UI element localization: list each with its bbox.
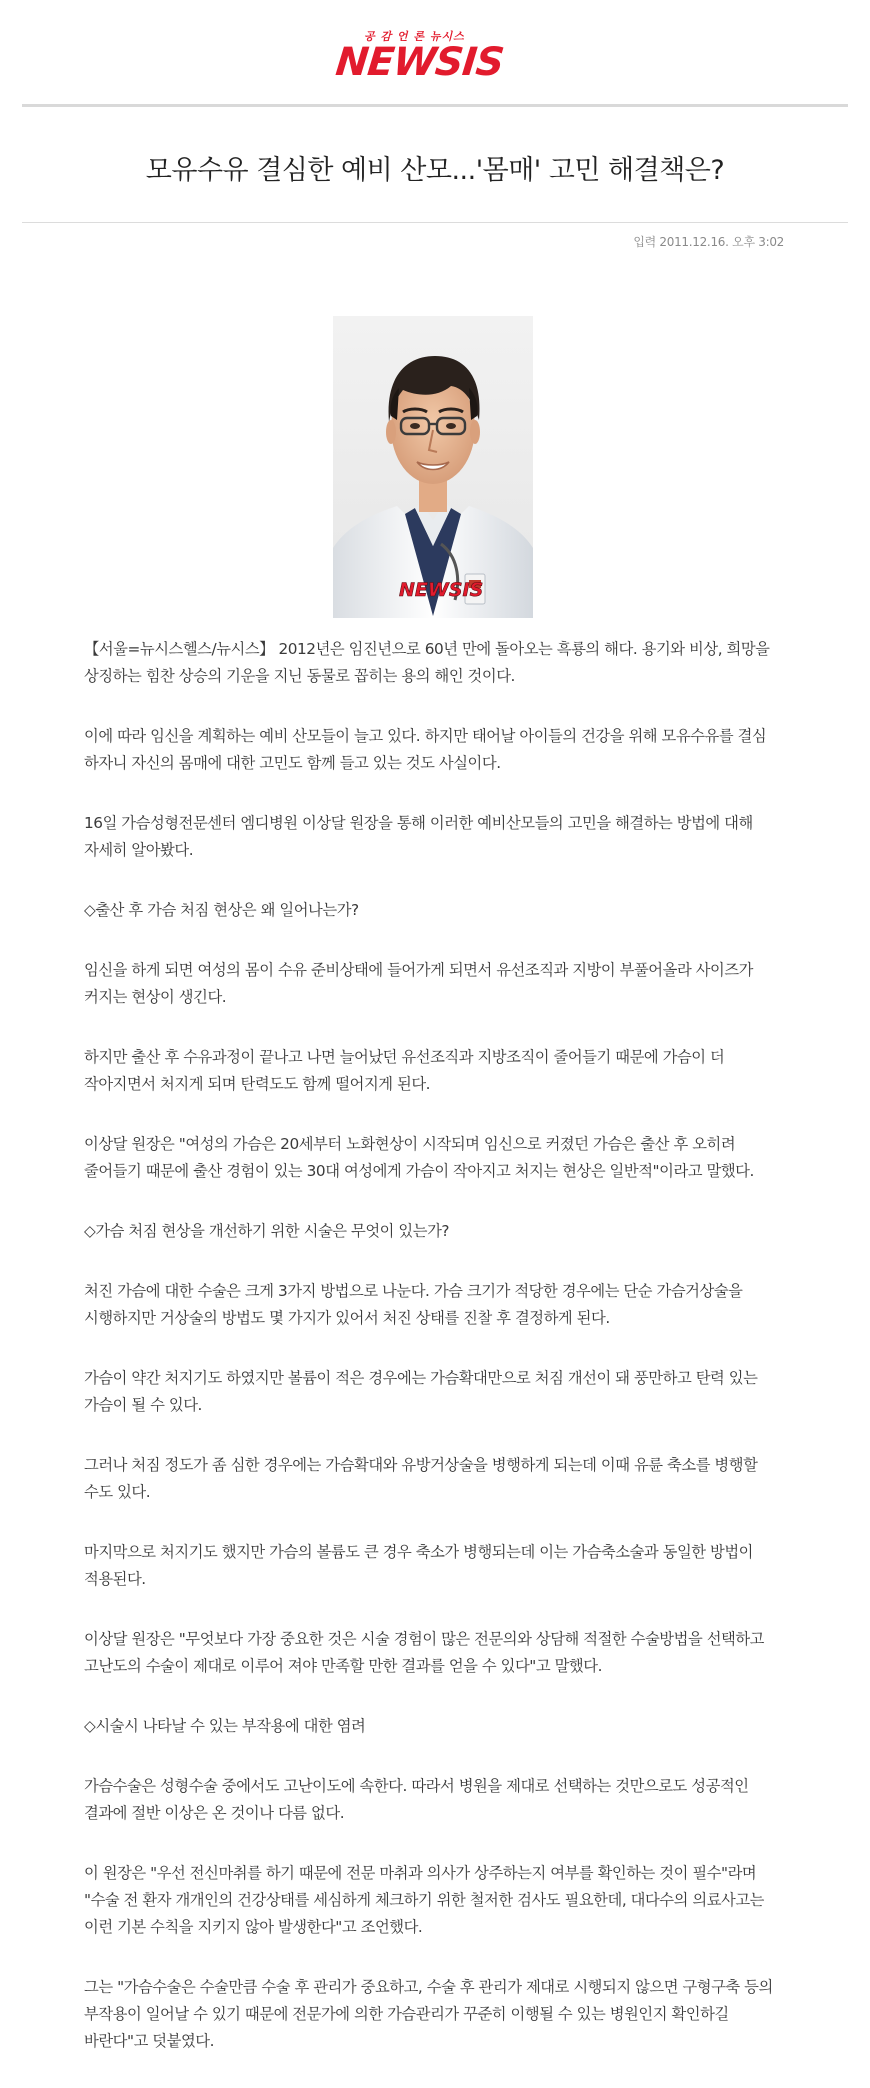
section-question: ◇가슴 처짐 현상을 개선하기 위한 시술은 무엇이 있는가? [84,1222,450,1240]
article-title: 모유수유 결심한 예비 산모...'몸매' 고민 해결책은? [145,155,725,186]
article-paragraph: 가슴이 약간 처지기도 하였지만 볼륨이 적은 경우에는 가슴확대만으로 처짐 개선이 돼 풍만하고 탄력 있는 가슴이 될 수 있다. [84,1369,758,1414]
photo-watermark: NEWSIS [399,579,484,601]
article-paragraph: 처진 가슴에 대한 수술은 크게 3가지 방법으로 나눈다. 가슴 크기가 적당한 경우에는 단순 가슴거상술을 시행하지만 거상술의 방법도 몇 가지가 있어서 처진 상태를 진찰 후 결정하게 된다. [84,1282,743,1327]
article-photo [333,316,533,618]
logo-tagline: 공 감 언 론 뉴시스 [364,30,465,43]
article-paragraph: 그러나 처짐 정도가 좀 심한 경우에는 가슴확대와 유방거상술을 병행하게 되는데 이때 유륜 축소를 병행할 수도 있다. [84,1456,758,1501]
article-paragraph: 이상달 원장은 "여성의 가슴은 20세부터 노화현상이 시작되며 임신으로 커졌던 가슴은 출산 후 오히려 줄어들기 때문에 출산 경험이 있는 30대 여성에게 가슴이 작아지고 처지는 현상은 일반적"이라고 말했다. [84,1135,754,1180]
masthead-divider [22,104,848,107]
section-question: ◇출산 후 가슴 처짐 현상은 왜 일어나는가? [84,901,359,919]
masthead [0,0,870,104]
article-paragraph: 16일 가슴성형전문센터 엠디병원 이상달 원장을 통해 이러한 예비산모들의 고민을 해결하는 방법에 대해 자세히 알아봤다. [84,814,753,859]
publish-date: 입력 2011.12.16. 오후 3:02 [633,235,784,249]
logo-wordmark: NEWSIS [333,40,506,85]
article-paragraph: 마지막으로 처지기도 했지만 가슴의 볼륨도 큰 경우 축소가 병행되는데 이는 가슴축소술과 동일한 방법이 적용된다. [84,1543,754,1588]
article-paragraph: 그는 "가슴수술은 수술만큼 수술 후 관리가 중요하고, 수술 후 관리가 제대로 시행되지 않으면 구형구축 등의 부작용이 일어날 수 있기 때문에 전문가에 의한 가슴관리가 꾸준히 이행될 수 있는 병원인지 확인하길 바란다"고 덧붙였다. [84,1978,773,2050]
section-question: ◇시술시 나타날 수 있는 부작용에 대한 염려 [84,1717,366,1735]
article-paragraph: 이상달 원장은 "무엇보다 가장 중요한 것은 시술 경험이 많은 전문의와 상담해 적절한 수술방법을 선택하고 고난도의 수술이 제대로 이루어 져야 만족할 만한 결과를 얻을 수 있다"고 말했다. [84,1630,765,1675]
article-paragraph: 이에 따라 임신을 계획하는 예비 산모들이 늘고 있다. 하지만 태어날 아이들의 건강을 위해 모유수유를 결심 하자니 자신의 몸매에 대한 고민도 함께 들고 있는 것도 사실이다. [84,727,767,772]
article-paragraph: 【서울=뉴시스헬스/뉴시스】 2012년은 임진년으로 60년 만에 돌아오는 흑룡의 해다. 용기와 비상, 희망을 상징하는 힘찬 상승의 기운을 지닌 동물로 꼽히는 용의 해인 것이다. [84,640,770,685]
article-paragraph: 이 원장은 "우선 전신마취를 하기 때문에 전문 마취과 의사가 상주하는지 여부를 확인하는 것이 필수"라며 "수술 전 환자 개개인의 건강상태를 세심하게 체크하기 위한 철저한 검사도 필요한데, 대다수의 의료사고는 이런 기본 수칙을 지키지 않아 발생한다"고 조언했다. [84,1864,765,1936]
article-paragraph: 가슴수술은 성형수술 중에서도 고난이도에 속한다. 따라서 병원을 제대로 선택하는 것만으로도 성공적인 결과에 절반 이상은 온 것이나 다름 없다. [84,1777,749,1822]
article-paragraph: 하지만 출산 후 수유과정이 끝나고 나면 늘어났던 유선조직과 지방조직이 줄어들기 때문에 가슴이 더 작아지면서 처지게 되며 탄력도도 함께 떨어지게 된다. [84,1048,725,1093]
newsis-logo[interactable] [333,28,536,85]
article-body [84,636,786,2088]
article-paragraph: 임신을 하게 되면 여성의 몸이 수유 준비상태에 들어가게 되면서 유선조직과 지방이 부풀어올라 사이즈가 커지는 현상이 생긴다. [84,961,754,1006]
doctor-portrait [333,316,533,618]
title-divider [22,222,848,223]
